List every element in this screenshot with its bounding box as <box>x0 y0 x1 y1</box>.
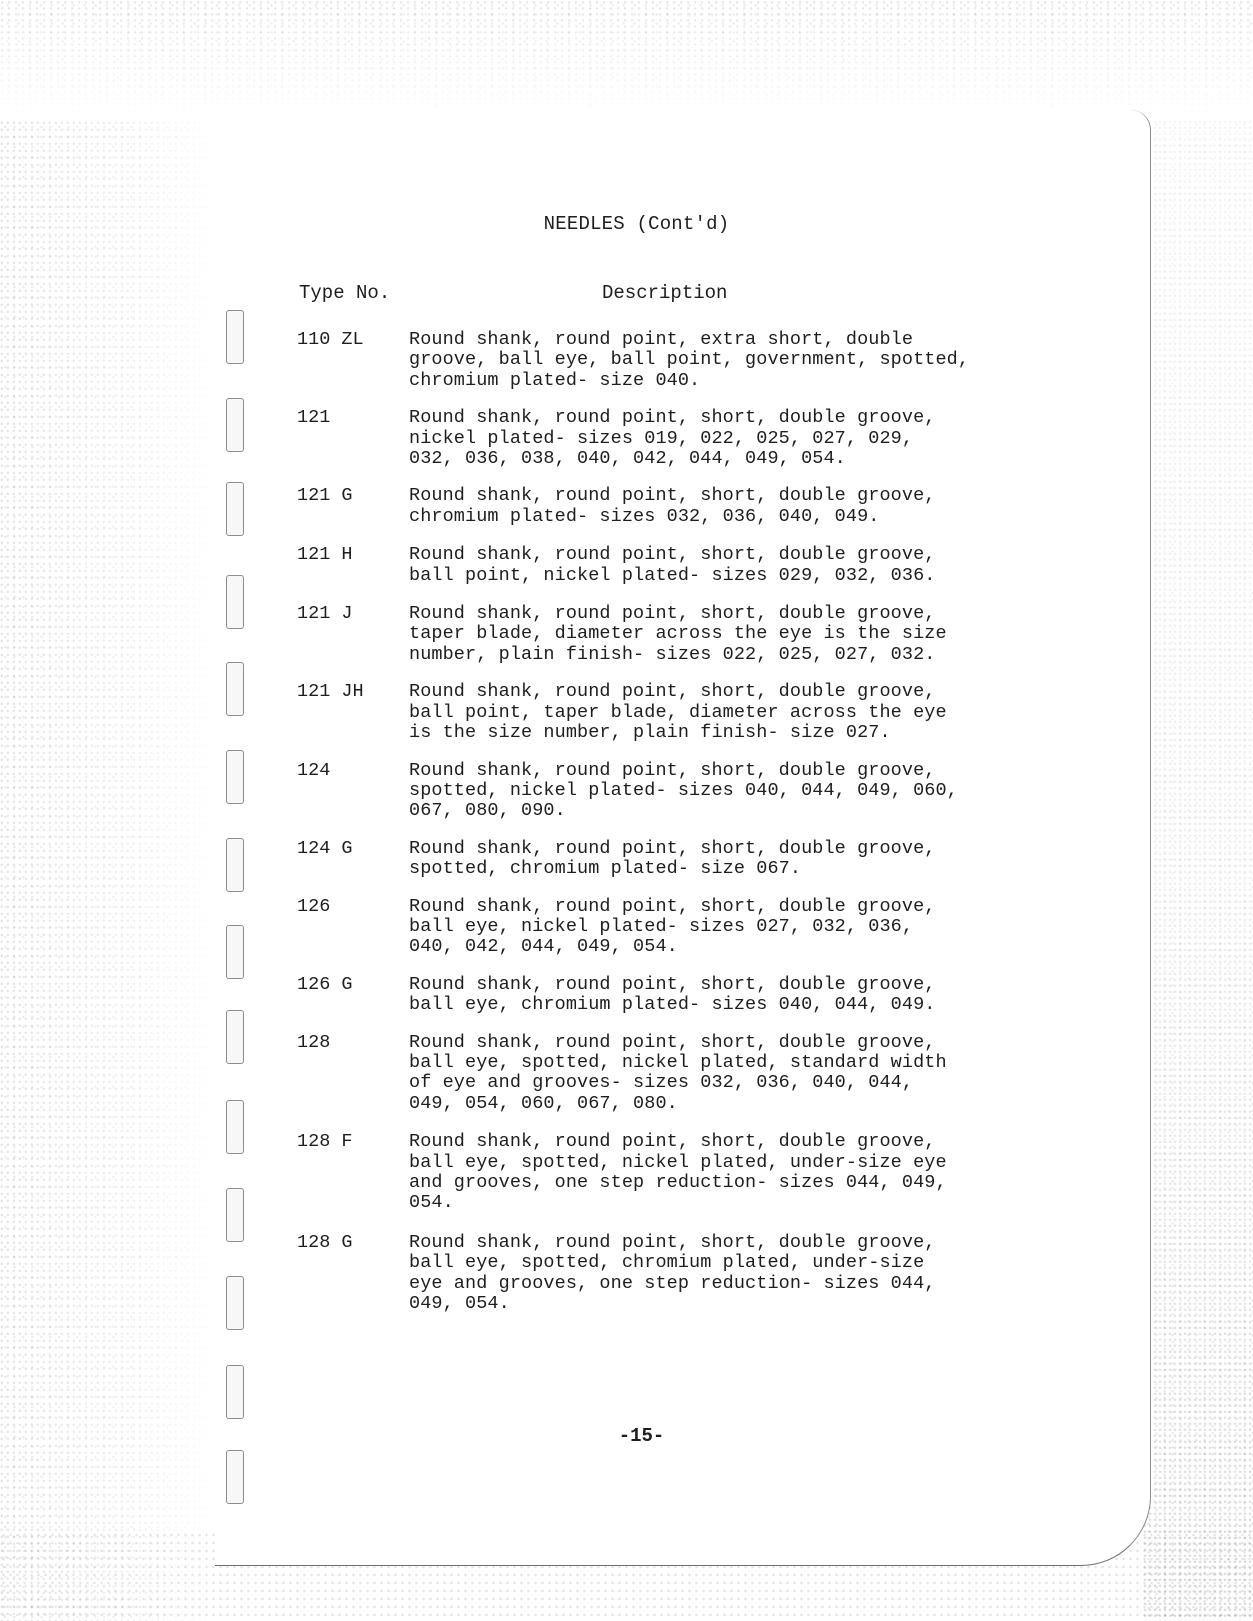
scan-noise-left <box>0 120 220 1621</box>
entry-type-no: 124 <box>297 759 331 781</box>
binder-hole <box>226 838 244 892</box>
binder-hole <box>226 662 244 716</box>
entry-description: Round shank, round point, short, double groove, spotted, chromium plated- size 067. <box>409 837 936 880</box>
binder-hole <box>226 575 244 629</box>
column-header-description: Description <box>602 282 728 304</box>
entry-type-no: 121 JH <box>297 681 364 703</box>
entry-description: Round shank, round point, short, double groove, taper blade, diameter across the eye is the size number, plain finish- sizes 022, 025, 027, 032. <box>409 603 947 665</box>
binder-holes <box>226 310 266 1530</box>
needle-entry <box>297 330 1017 391</box>
needle-entry <box>297 408 1017 469</box>
entry-description: Round shank, round point, short, double groove, ball eye, chromium plated- sizes 040, 044, 049. <box>409 973 936 1016</box>
entry-type-no: 126 <box>297 895 331 917</box>
entry-description: Round shank, round point, short, double groove, ball point, taper blade, diameter across the eye is the size number, plain finish- size 027. <box>409 681 947 744</box>
needle-entry <box>297 761 1017 822</box>
binder-hole <box>226 1188 244 1242</box>
needle-entry <box>297 604 1017 665</box>
binder-hole <box>226 482 244 536</box>
entry-description: Round shank, round point, short, double groove, ball point, nickel plated- sizes 029, 032, 036. <box>409 544 936 586</box>
entry-description: Round shank, round point, short, double groove, spotted, nickel plated- sizes 040, 044, 049, 060, 067, 080, 090. <box>409 759 958 822</box>
entry-type-no: 128 <box>297 1031 331 1053</box>
entry-type-no: 128 F <box>297 1131 353 1153</box>
entry-type-no: 126 G <box>297 973 353 995</box>
needle-entry <box>297 1233 1017 1315</box>
entry-description: Round shank, round point, short, double groove, ball eye, spotted, nickel plated, standard width of eye and grooves- sizes 032, 036, 040, 044, 049, 054, 060, 067, 080. <box>409 1031 947 1114</box>
page-number-text: -15- <box>618 1425 665 1447</box>
scan-noise-right <box>1143 120 1253 1621</box>
entry-description: Round shank, round point, short, double groove, ball eye, spotted, nickel plated, under-size eye and grooves, one step reduction- sizes 044, 049, 054. <box>409 1131 947 1214</box>
binder-hole <box>226 310 244 364</box>
entry-description: Round shank, round point, short, double groove, chromium plated- sizes 032, 036, 040, 049. <box>409 485 936 527</box>
page-title-text: NEEDLES (Cont'd) <box>543 213 730 235</box>
binder-hole <box>226 1276 244 1330</box>
binder-hole <box>226 398 244 452</box>
entry-type-no: 124 G <box>297 837 353 859</box>
needle-entry <box>297 545 1017 586</box>
entry-type-no: 121 <box>297 407 331 429</box>
needle-entry <box>297 1033 1017 1115</box>
binder-hole <box>226 1450 244 1504</box>
page-title <box>0 213 1253 235</box>
needle-entry-list <box>297 330 1017 1314</box>
needle-entry <box>297 682 1017 743</box>
entry-type-no: 121 G <box>297 485 353 507</box>
entry-type-no: 121 J <box>297 603 353 625</box>
entry-type-no: 110 ZL <box>297 329 364 350</box>
needle-entry <box>297 897 1017 958</box>
binder-hole <box>226 1010 244 1064</box>
needle-entry <box>297 839 1017 880</box>
entry-description: Round shank, round point, short, double groove, ball eye, spotted, chromium plated, under-size eye and grooves, one step reduction- sizes 044, 049, 054. <box>409 1231 936 1315</box>
page-number <box>0 1425 1253 1447</box>
binder-hole <box>226 1365 244 1419</box>
scan-noise-top <box>0 0 1253 120</box>
entry-type-no: 128 G <box>297 1231 353 1253</box>
binder-hole <box>226 750 244 804</box>
column-header-type-no: Type No. <box>299 282 391 304</box>
needle-entry <box>297 1132 1017 1214</box>
entry-description: Round shank, round point, short, double groove, nickel plated- sizes 019, 022, 025, 027, 029, 032, 036, 038, 040, 042, 044, 049, 054. <box>409 407 936 470</box>
entry-description: Round shank, round point, extra short, double groove, ball eye, ball point, government, spotted, chromium plated- size 040. <box>409 329 970 391</box>
entry-description: Round shank, round point, short, double groove, ball eye, nickel plated- sizes 027, 032, 036, 040, 042, 044, 049, 054. <box>409 895 936 958</box>
binder-hole <box>226 925 244 979</box>
needle-entry <box>297 486 1017 527</box>
binder-hole <box>226 1100 244 1154</box>
entry-type-no: 121 H <box>297 544 353 566</box>
needle-entry <box>297 975 1017 1016</box>
